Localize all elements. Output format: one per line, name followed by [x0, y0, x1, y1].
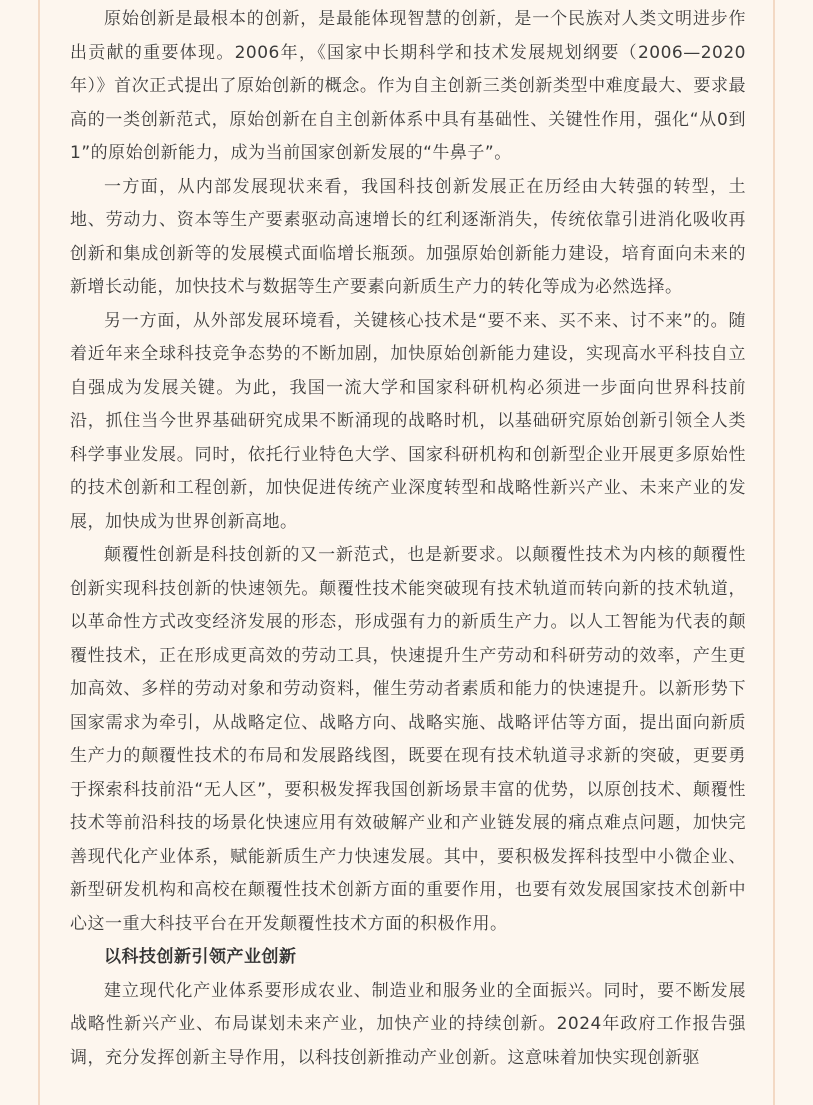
right-border-line: [773, 0, 775, 1105]
paragraph-industrial-system: 建立现代化产业体系要形成农业、制造业和服务业的全面振兴。同时，要不断发展战略性新兴产业、布局谋划未来产业，加快产业的持续创新。2024年政府工作报告强调，充分发挥创新主导作用，以科技创新推动产业创新。这意味着加快实现创新驱: [70, 980, 746, 1068]
paragraph-internal-development: 一方面，从内部发展现状来看，我国科技创新发展正在历经由大转强的转型，土地、劳动力、资本等生产要素驱动高速增长的红利逐渐消失，传统依靠引进消化吸收再创新和集成创新等的发展模式面临增长瓶颈。加强原始创新能力建设，培育面向未来的新增长动能，加快技术与数据等生产要素向新质生产力的转化等成为必然选择。: [70, 176, 746, 297]
left-border-line: [38, 0, 40, 1105]
paragraph-disruptive-innovation: 颠覆性创新是科技创新的又一新范式，也是新要求。以颠覆性技术为内核的颠覆性创新实现科技创新的快速领先。颠覆性技术能突破现有技术轨道而转向新的技术轨道，以革命性方式改变经济发展的形态，形成强有力的新质生产力。以人工智能为代表的颠覆性技术，正在形成更高效的劳动工具，快速提升生产劳动和科研劳动的效率，产生更加高效、多样的劳动对象和劳动资料，催生劳动者素质和能力的快速提升。以新形势下国家需求为牵引，从战略定位、战略方向、战略实施、战略评估等方面，提出面向新质生产力的颠覆性技术的布局和发展路线图，既要在现有技术轨道寻求新的突破，更要勇于探索科技前沿“无人区”，要积极发挥我国创新场景丰富的优势，以原创技术、颠覆性技术等前沿科技的场景化快速应用有效破解产业和产业链发展的痛点难点问题，加快完善现代化产业体系，赋能新质生产力快速发展。其中，要积极发挥科技型中小微企业、新型研发机构和高校在颠覆性技术创新方面的重要作用，也要有效发展国家技术创新中心这一重大科技平台在开发颠覆性技术方面的积极作用。: [70, 545, 746, 934]
paragraph-external-environment: 另一方面，从外部发展环境看，关键核心技术是“要不来、买不来、讨不来”的。随着近年来全球科技竞争态势的不断加剧，加快原始创新能力建设，实现高水平科技自立自强成为发展关键。为此，我国一流大学和国家科研机构必须进一步面向世界科技前沿，抓住当今世界基础研究成果不断涌现的战略时机，以基础研究原始创新引领全人类科学事业发展。同时，依托行业特色大学、国家科研机构和创新型企业开展更多原始性的技术创新和工程创新，加快促进传统产业深度转型和战略性新兴产业、未来产业的发展，加快成为世界创新高地。: [70, 310, 746, 532]
section-heading: 以科技创新引领产业创新: [104, 947, 297, 967]
paragraph-original-innovation: 原始创新是最根本的创新，是最能体现智慧的创新，是一个民族对人类文明进步作出贡献的重要体现。2006年，《国家中长期科学和技术发展规划纲要（2006—2020年）》首次正式提出了原始创新的概念。作为自主创新三类创新类型中难度最大、要求最高的一类创新范式，原始创新在自主创新体系中具有基础性、关键性作用，强化“从0到1”的原始创新能力，成为当前国家创新发展的“牛鼻子”。: [70, 9, 746, 163]
article-body: [70, 3, 746, 1075]
